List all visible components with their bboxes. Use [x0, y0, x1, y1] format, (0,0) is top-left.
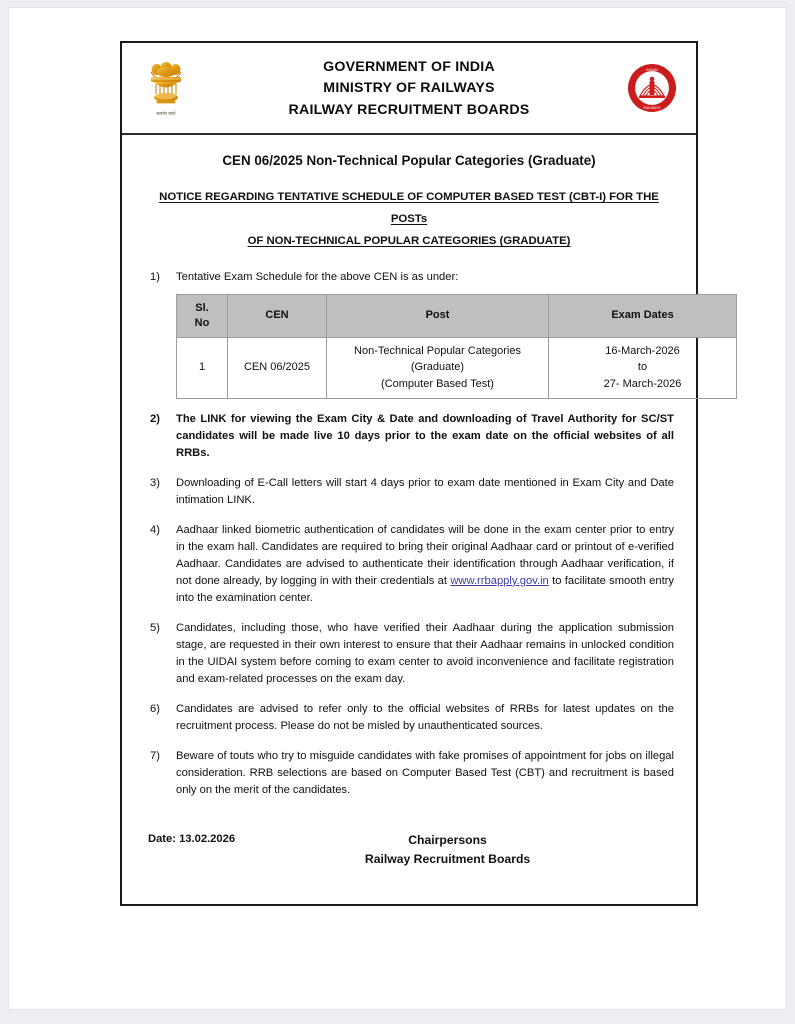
cell-post — [327, 337, 549, 398]
notice-heading-line-1: NOTICE REGARDING TENTATIVE SCHEDULE OF COMPUTER BASED TEST (CBT-I) FOR THE POSTs — [159, 191, 659, 226]
list-item-7-text: Beware of touts who try to misguide candidates with fake promises of appointment for jobs on illegal consideration. RRB selections are based on Computer Based Test (CBT) and recruitment is based only on the merit of the candidates. — [176, 749, 674, 796]
rrbapply-link[interactable]: www.rrbapply.gov.in — [450, 574, 549, 587]
notice-body — [122, 253, 696, 799]
list-item-4-text-after-link: to facilitate smooth entry into the examination center. — [176, 574, 674, 604]
column-header-cen: CEN — [228, 294, 327, 337]
notice-heading — [122, 170, 696, 253]
ministry-of-railways-line: MINISTRY OF RAILWAYS — [323, 80, 495, 97]
document-footer — [122, 831, 696, 870]
sl-line2: No — [194, 316, 210, 329]
list-item-3-text: Downloading of E-Call letters will start 4 days prior to exam date mentioned in Exam City and Date intimation LINK. — [176, 476, 674, 506]
list-item-4-number: 4) — [150, 523, 160, 536]
list-item-4 — [150, 522, 678, 607]
dates-line2: to — [637, 361, 648, 374]
railway-recruitment-boards-line: RAILWAY RECRUITMENT BOARDS — [288, 101, 530, 118]
signatory-title: Chairpersons — [408, 832, 487, 847]
sl-line1: Sl. — [195, 301, 209, 314]
list-item-5 — [150, 620, 678, 688]
column-header-exam-dates: Exam Dates — [549, 294, 737, 337]
schedule-table-wrapper — [150, 292, 682, 399]
dates-line3: 27- March-2026 — [603, 377, 682, 390]
list-item-1 — [150, 269, 678, 286]
list-item-6-number: 6) — [150, 702, 160, 715]
list-item-4-text-before-link: Aadhaar linked biometric authentication of candidates will be done in the exam center prior to entry in the exam hall. Candidates are required to bring their original Aadhaar card or printout of e-verified Aadhaar. Candidates are advised to authenticate their identification through Aadhaar verification, if not done already, by logging in with their credentials at — [176, 523, 674, 587]
signatory-organisation: Railway Recruitment Boards — [364, 852, 531, 867]
emblem-caption: सत्यमेव जयते — [156, 111, 176, 117]
column-header-sl-no — [177, 294, 228, 337]
table-header-row — [177, 294, 737, 337]
svg-text:RAILWAYS: RAILWAYS — [643, 106, 661, 110]
gov-of-india-line: GOVERNMENT OF INDIA — [323, 58, 495, 75]
list-item-7 — [150, 748, 678, 799]
indian-railways-logo-icon — [608, 63, 696, 113]
document-page — [8, 7, 787, 1010]
post-line2: (Graduate) — [410, 361, 465, 374]
state-emblem-of-india-icon — [122, 59, 210, 117]
list-item-3 — [150, 475, 678, 509]
list-item-2-number: 2) — [150, 412, 160, 425]
list-item-7-number: 7) — [150, 749, 160, 762]
post-line3: (Computer Based Test) — [381, 377, 494, 390]
list-item-4-text — [176, 522, 678, 607]
cell-cen: CEN 06/2025 — [228, 337, 327, 398]
cell-sl-no: 1 — [177, 337, 228, 398]
list-item-5-text: Candidates, including those, who have verified their Aadhaar during the application submission stage, are requested in their own interest to ensure that their Aadhaar remains in unlocked condition in the UIDAI system before coming to exam center to avoid inconvenience and facilitate registration and exam-related processes on the exam day. — [176, 621, 674, 685]
list-item-5-number: 5) — [150, 621, 160, 634]
column-header-post: Post — [327, 294, 549, 337]
list-item-1-text: Tentative Exam Schedule for the above CEN is as under: — [176, 270, 459, 283]
signatory-block — [235, 831, 678, 870]
table-row — [177, 337, 737, 398]
post-line1: Non-Technical Popular Categories — [354, 344, 521, 357]
cell-exam-dates — [549, 337, 737, 398]
list-item-6 — [150, 701, 678, 735]
list-item-2-text: The LINK for viewing the Exam City & Date and downloading of Travel Authority for SC/ST candidates will be made live 10 days prior to the exam date on the official websites of all RRBs. — [176, 412, 674, 459]
notice-document — [120, 41, 698, 906]
letterhead-titles — [210, 55, 608, 122]
notice-date: Date: 13.02.2026 — [148, 832, 236, 845]
list-item-2 — [150, 411, 678, 462]
list-item-6-text: Candidates are advised to refer only to the official websites of RRBs for latest updates on the recruitment process. Please do not be misled by unauthenticated sources. — [176, 702, 674, 732]
cen-title: CEN 06/2025 Non-Technical Popular Categories (Graduate) — [222, 153, 596, 168]
list-item-3-number: 3) — [150, 476, 160, 489]
list-item-1-number: 1) — [150, 270, 160, 283]
exam-schedule-table — [176, 294, 737, 399]
dates-line1: 16-March-2026 — [605, 344, 680, 357]
svg-text:INDIAN: INDIAN — [646, 68, 658, 72]
letterhead — [122, 43, 696, 135]
notice-heading-line-2: OF NON-TECHNICAL POPULAR CATEGORIES (GRADUATE) — [247, 235, 571, 248]
